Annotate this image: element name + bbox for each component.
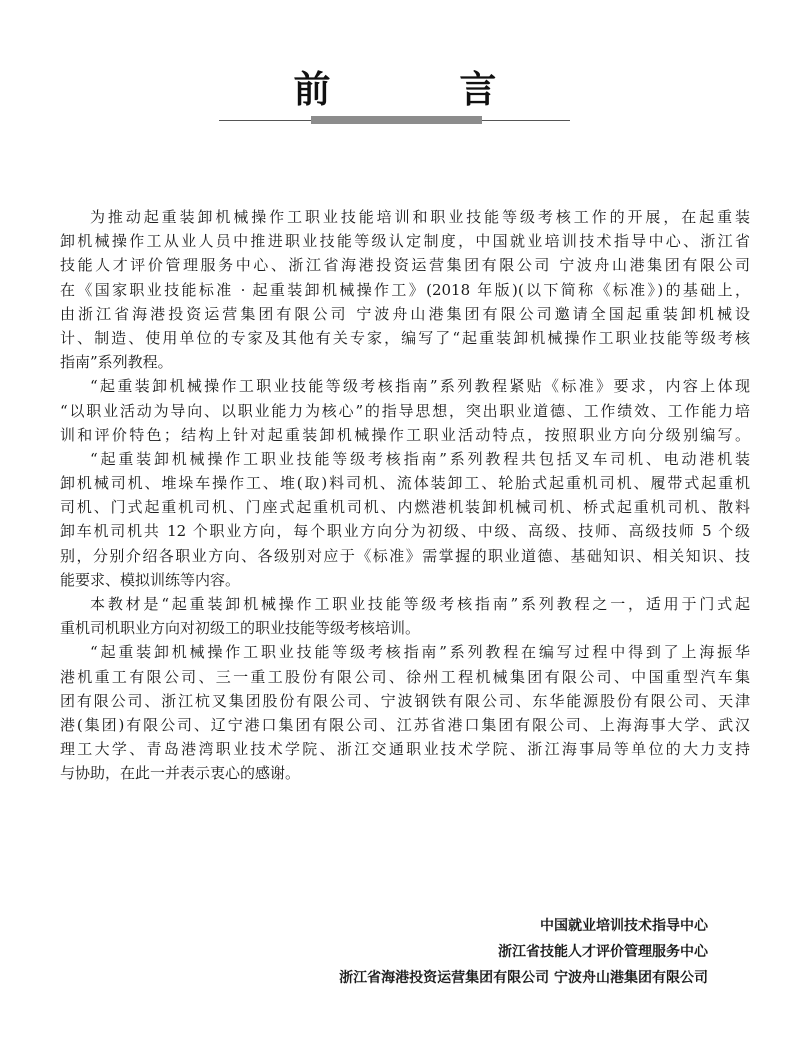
text-line: 卸车机司机共 12 个职业方向，每个职业方向分为初级、中级、高级、技师、高级技师 5 个级	[60, 522, 750, 541]
text-line: 卸机械司机、堆垛车操作工、堆(取)料司机、流体装卸工、轮胎式起重机司机、履带式起重机	[60, 474, 750, 493]
signature-line: 浙江省海港投资运营集团有限公司 宁波舟山港集团有限公司	[339, 970, 708, 986]
text-line: 司机、门式起重机司机、门座式起重机司机、内燃港机装卸机械司机、桥式起重机司机、散料	[60, 498, 750, 517]
page-title: 前 言	[293, 68, 555, 111]
text-line: 团有限公司、浙江杭叉集团股份有限公司、宁波钢铁有限公司、东华能源股份有限公司、天津	[60, 691, 750, 710]
text-line: “起重装卸机械操作工职业技能等级考核指南”系列教程紧贴《标准》要求，内容上体现	[90, 377, 750, 396]
text-line: 理工大学、青岛港湾职业技术学院、浙江交通职业技术学院、浙江海事局等单位的大力支持	[60, 740, 750, 759]
text-line: 为推动起重装卸机械操作工职业技能培训和职业技能等级考核工作的开展，在起重装	[90, 208, 750, 226]
text-line: 在《国家职业技能标准 · 起重装卸机械操作工》(2018 年版)(以下简称《标准》)的基础上，	[60, 280, 750, 299]
text-line: 港机重工有限公司、三一重工股份有限公司、徐州工程机械集团有限公司、中国重型汽车集	[60, 667, 750, 686]
text-line: 卸机械操作工从业人员中推进职业技能等级认定制度，中国就业培训技术指导中心、浙江省	[60, 232, 750, 251]
text-line: 能要求、模拟训练等内容。	[60, 570, 241, 589]
signature-block	[339, 913, 708, 991]
text-line: “以职业活动为导向、以职业能力为核心”的指导思想，突出职业道德、工作绩效、工作能力培	[60, 401, 750, 420]
signature-line: 浙江省技能人才评价管理服务中心	[498, 944, 708, 960]
preface-body	[60, 205, 750, 786]
text-line: 指南”系列教程。	[60, 353, 173, 372]
text-line: 本教材是“起重装卸机械操作工职业技能等级考核指南”系列教程之一，适用于门式起	[90, 595, 750, 613]
text-line: 重机司机职业方向对初级工的职业技能等级考核培训。	[60, 619, 421, 638]
text-line: 与协助，在此一并表示衷心的感谢。	[60, 764, 301, 783]
text-line: 技能人才评价管理服务中心、浙江省海港投资运营集团有限公司 宁波舟山港集团有限公司	[60, 256, 750, 275]
text-line: 港(集团)有限公司、辽宁港口集团有限公司、江苏省港口集团有限公司、上海海事大学、武汉	[60, 715, 750, 734]
text-line: 计、制造、使用单位的专家及其他有关专家，编写了“起重装卸机械操作工职业技能等级考核	[60, 328, 750, 347]
title-underline-bar	[311, 116, 482, 124]
text-line: “起重装卸机械操作工职业技能等级考核指南”系列教程在编写过程中得到了上海振华	[90, 643, 750, 662]
signature-line: 中国就业培训技术指导中心	[540, 918, 708, 934]
text-line: 由浙江省海港投资运营集团有限公司 宁波舟山港集团有限公司邀请全国起重装卸机械设	[60, 304, 750, 323]
text-line: 训和评价特色；结构上针对起重装卸机械操作工职业活动特点，按照职业方向分级别编写。	[60, 425, 750, 444]
text-line: 别，分别介绍各职业方向、各级别对应于《标准》需掌握的职业道德、基础知识、相关知识、技	[60, 546, 750, 565]
text-line: “起重装卸机械操作工职业技能等级考核指南”系列教程共包括叉车司机、电动港机装	[90, 449, 750, 468]
